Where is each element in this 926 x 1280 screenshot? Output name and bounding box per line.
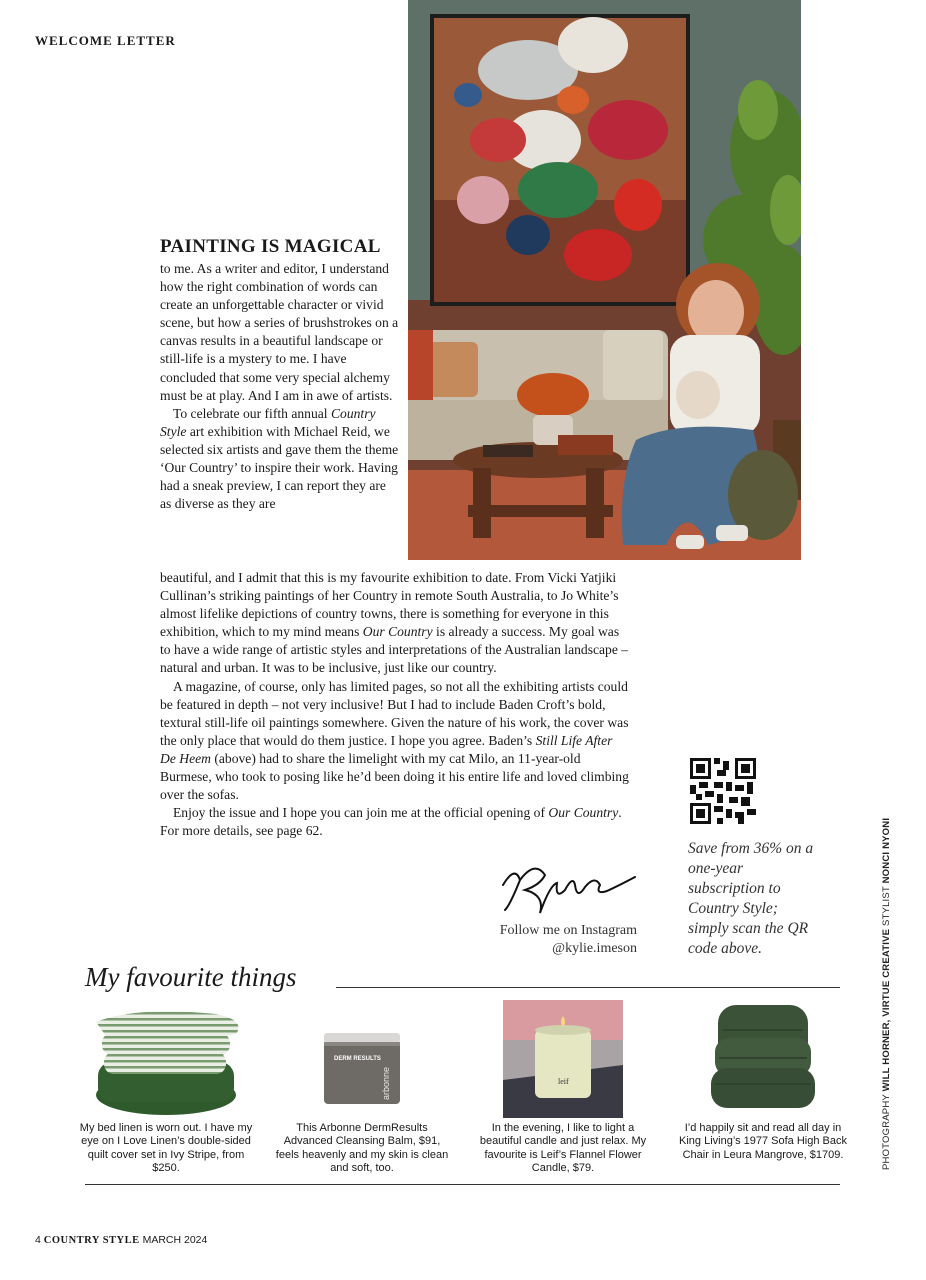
favourites-bottom-rule [85, 1184, 840, 1185]
paragraph-2-text-d: beautiful, and I admit that this is my favourite exhibition to date. From Vicki Yatjiki Cullinan’s striking paintings of her Country in remote South Australia, to Jo White’s almost lifelike depictions of country towns, there is something for everyone in this exhibition, which to my mind means [160, 570, 619, 640]
subscription-promo: Save from 36% on a one-year subscription to Country Style; simply scan the QR code above. [688, 840, 814, 957]
paragraph-2-text-c: art exhibition with Michael Reid, we selected six artists and gave them the theme ‘Our Country’ to inspire their work. Having had a sneak preview, I can report they are as diverse as they are [160, 423, 399, 512]
favourites-heading: My favourite things [85, 962, 297, 992]
balm-jar-image [272, 1000, 452, 1118]
footer-magazine: COUNTRY STYLE [43, 1235, 140, 1246]
paragraph-2-start [160, 405, 400, 514]
footer-issue: MARCH 2024 [142, 1234, 208, 1246]
paragraph-4-text-c: . For more details, see page 62. [160, 805, 622, 839]
signature [495, 855, 640, 915]
jar-label: DERM RESULTS [334, 1056, 381, 1062]
credit-stylist: NONCI NYONI [881, 817, 892, 884]
paragraph-2-text-a: To celebrate our fifth annual [173, 405, 328, 421]
favourite-caption-balm: This Arbonne DermResults Advanced Cleansing Balm, $91, feels heavenly and my skin is clean and soft, too. [275, 1122, 449, 1175]
follow-line-1: Follow me on Instagram [499, 923, 637, 938]
favourite-caption-candle: In the evening, I like to light a beautiful candle and just relax. My favourite is Leif’s Flannel Flower Candle, $79. [479, 1122, 647, 1175]
exhibition-name-italic: Our Country [362, 624, 433, 640]
credit-label-stylist: STYLIST [881, 886, 892, 926]
paragraph-2-continued [160, 569, 630, 678]
hero-photo [408, 0, 801, 560]
favourite-item-chair [673, 1000, 853, 1162]
favourite-item-balm [272, 1000, 452, 1176]
section-label: WELCOME LETTER [35, 33, 176, 48]
paragraph-3-text-a: A magazine, of course, only has limited pages, so not all the exhibiting artists could be featured in depth – not very inclusive! But I had to include Baden Croft’s bold, textural still-life oil paintings somewhere. Given the nature of his work, the cover was the only place that would do them justice. I hope you agree. Baden’s [160, 678, 629, 748]
jar-brand: arbonne [381, 1066, 391, 1100]
instagram-handle[interactable]: @kylie.imeson [552, 941, 637, 956]
exhibition-name-italic-2: Our Country [548, 805, 619, 821]
paragraph-4 [160, 804, 630, 840]
favourite-item-candle [473, 1000, 653, 1176]
qr-code[interactable] [690, 758, 756, 824]
candle-image [473, 1000, 653, 1118]
linen-image [76, 1000, 256, 1118]
body-column-narrow [160, 260, 400, 513]
credit-label-photography: PHOTOGRAPHY [881, 1094, 892, 1170]
body-column-wide [160, 569, 630, 840]
favourites-rule [336, 987, 840, 988]
paragraph-4-text-a: Enjoy the issue and I hope you can join me at the official opening of [173, 805, 545, 821]
headline: PAINTING IS MAGICAL [160, 236, 381, 257]
favourite-item-linen [76, 1000, 256, 1176]
candle-brand: leif [558, 1077, 569, 1086]
credit-agency: VIRTUE CREATIVE [881, 928, 892, 1017]
magazine-name-italic: Country Style [160, 405, 376, 439]
favourite-caption-chair: I’d happily sit and read all day in King Living’s 1977 Sofa High Back Chair in Leura Mangrove, $1709. [679, 1122, 847, 1161]
paragraph-3 [160, 678, 630, 805]
chair-image [673, 1000, 853, 1118]
painting-title-italic: Still Life After De Heem [160, 732, 613, 766]
credit-photographer: WILL HORNER, [881, 1019, 892, 1092]
paragraph-3-text-c: (above) had to share the limelight with my cat Milo, an 11-year-old Burmese, who took to posing like he’d been doing it his entire life and loved climbing over the sofas. [160, 750, 629, 803]
page-number: 4 [35, 1234, 41, 1246]
paragraph-2-text-f: is already a success. My goal was to have a wide range of artistic styles and interpretations of the Australian landscape – natural and urban. It was to be inclusive, just like our country. [160, 624, 629, 676]
instagram-follow [440, 922, 637, 958]
page-footer [35, 1234, 207, 1246]
favourite-caption-linen: My bed linen is worn out. I have my eye on I Love Linen’s double-sided quilt cover set in Ivy Stripe, from $250. [79, 1122, 253, 1175]
paragraph-1: to me. As a writer and editor, I understand how the right combination of words can create an unforgettable character or vivid scene, but how a series of brushstrokes on a canvas results in a beautiful landscape or still-life is a mystery to me. I have concluded that some very special alchemy must be at play. And I am in awe of artists. [160, 261, 399, 403]
photo-credit [877, 810, 897, 1170]
